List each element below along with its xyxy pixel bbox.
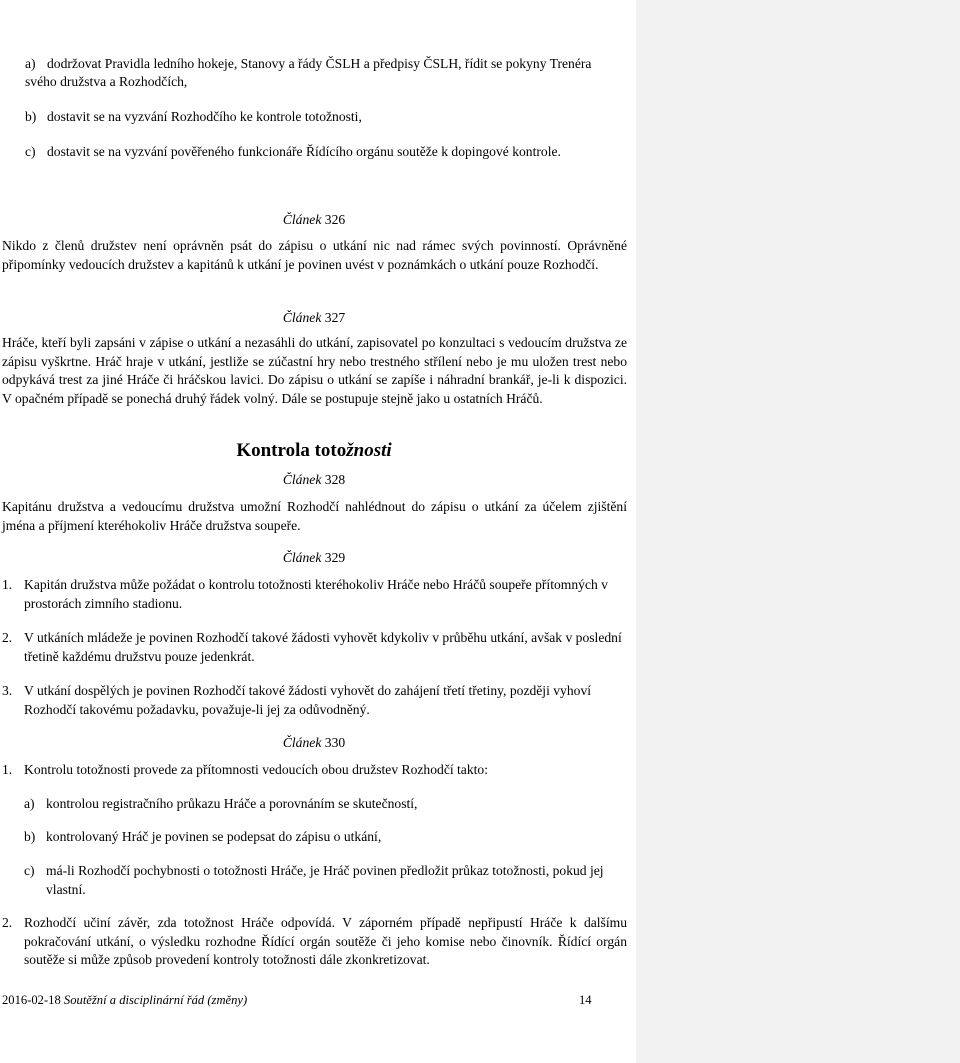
list-item-label: a) bbox=[25, 56, 36, 71]
numbered-item bbox=[2, 576, 627, 613]
footer-date: 2016-02-18 bbox=[2, 993, 61, 1007]
article-heading-328 bbox=[0, 472, 628, 488]
item-number: 3. bbox=[2, 683, 13, 698]
numbered-item bbox=[2, 914, 627, 970]
article-word: Článek bbox=[282, 310, 322, 325]
comment-margin bbox=[636, 0, 960, 1063]
article-heading-330 bbox=[0, 735, 628, 751]
article-326-text: Nikdo z členů družstev není oprávněn psát do zápisu o utkání nic nad rámec svých povinností. Oprávněné připomínky vedoucích družstev a kapitánů k utkání je povinen uvést v poznámkách o utkání pouze Rozhodčí. bbox=[2, 238, 627, 272]
article-number: 326 bbox=[324, 212, 346, 227]
article-heading-327 bbox=[0, 310, 628, 326]
numbered-item bbox=[2, 761, 627, 780]
item-number: 1. bbox=[2, 577, 13, 592]
section-title bbox=[0, 440, 628, 462]
item-number: 1. bbox=[2, 762, 13, 777]
item-text: Rozhodčí učiní závěr, zda totožnost Hráče odpovídá. V záporném případě nepřipustí Hráče k dalšímu pokračování utkání, o výsledku rozhodne Řídící orgán soutěže či jeho komise nebo činovník. Řídící orgán soutěže si může způsob provedení kontroly totožnosti dále zkonkretizovat. bbox=[24, 915, 627, 967]
item-number: 2. bbox=[2, 630, 13, 645]
article-number: 329 bbox=[324, 550, 346, 565]
list-item-text: dodržovat Pravidla ledního hokeje, Stanovy a řády ČSLH a předpisy ČSLH, řídit se pokyny Trenéra svého družstva a Rozhodčích, bbox=[25, 56, 592, 89]
article-number: 328 bbox=[324, 472, 346, 487]
list-item bbox=[25, 143, 625, 161]
item-text: V utkáních mládeže je povinen Rozhodčí takové žádosti vyhovět kdykoliv v průběhu utkání, avšak v poslední třetině každému družstvu pouze jedenkrát. bbox=[24, 630, 622, 664]
article-number: 330 bbox=[324, 735, 346, 750]
article-heading-326 bbox=[0, 212, 628, 228]
page-number: 14 bbox=[579, 993, 592, 1007]
numbered-item bbox=[2, 629, 627, 666]
numbered-item bbox=[2, 682, 627, 719]
list-item bbox=[25, 108, 625, 126]
article-heading-329 bbox=[0, 550, 628, 566]
sub-item-label: b) bbox=[24, 829, 36, 844]
sub-list-item bbox=[24, 828, 627, 847]
item-text: Kapitán družstva může požádat o kontrolu totožnosti kteréhokoliv Hráče nebo Hráčů soupeře přítomných v prostorách zimního stadionu. bbox=[24, 577, 608, 611]
list-item-text: dostavit se na vyzvání pověřeného funkcionáře Řídícího orgánu soutěže k dopingové kontrole. bbox=[47, 144, 561, 159]
article-327-text: Hráče, kteří byli zapsáni v zápise o utkání a nezasáhli do utkání, zapisovatel po konzultaci s vedoucím družstva ze zápisu vyškrtne. Hráč hraje v utkání, jestliže se zúčastní hry nebo trestného střílení nebo je mu uložen trest nebo odpykává trest za jiné Hráče či hráčskou lavici. Do zápisu o utkání se zapíše i náhradní brankář, je-li k dispozici. V opačném případě se ponechá druhý řádek volný. Dále se postupuje stejně jako u ostatních Hráčů. bbox=[2, 335, 627, 406]
sub-list-item bbox=[24, 862, 627, 899]
section-title-part: Kontrola toto bbox=[236, 440, 347, 461]
footer-text bbox=[2, 993, 247, 1008]
article-word: Článek bbox=[282, 735, 322, 750]
sub-list-item bbox=[24, 795, 627, 814]
item-number: 2. bbox=[2, 915, 13, 930]
section-title-italic-part: žnosti bbox=[346, 440, 392, 461]
list-item-text: dostavit se na vyzvání Rozhodčího ke kontrole totožnosti, bbox=[47, 109, 362, 124]
article-word: Článek bbox=[282, 472, 322, 487]
item-text: V utkání dospělých je povinen Rozhodčí takové žádosti vyhovět do zahájení třetí třetiny, později vyhoví Rozhodčí takovému požadavku, považuje-li jej za odůvodněný. bbox=[24, 683, 592, 717]
article-word: Článek bbox=[282, 212, 322, 227]
footer-doc-title: Soutěžní a disciplinární řád (změny) bbox=[63, 993, 248, 1007]
item-text: Kontrolu totožnosti provede za přítomnosti vedoucích obou družstev Rozhodčí takto: bbox=[24, 762, 488, 777]
article-328-text: Kapitánu družstva a vedoucímu družstva umožní Rozhodčí nahlédnout do zápisu o utkání za účelem zjištění jména a příjmení kteréhokoliv Hráče družstva soupeře. bbox=[2, 499, 627, 533]
sub-item-text: má-li Rozhodčí pochybnosti o totožnosti Hráče, je Hráč povinen předložit průkaz totožnosti, pokud jej vlastní. bbox=[46, 863, 604, 897]
article-number: 327 bbox=[324, 310, 346, 325]
sub-item-text: kontrolovaný Hráč je povinen se podepsat do zápisu o utkání, bbox=[46, 829, 382, 844]
sub-item-label: a) bbox=[24, 796, 35, 811]
article-word: Článek bbox=[282, 550, 322, 565]
list-item-label: c) bbox=[25, 144, 36, 159]
sub-item-text: kontrolou registračního průkazu Hráče a porovnáním se skutečností, bbox=[46, 796, 418, 811]
list-item-label: b) bbox=[25, 109, 37, 124]
list-item bbox=[25, 55, 625, 91]
sub-item-label: c) bbox=[24, 863, 35, 878]
